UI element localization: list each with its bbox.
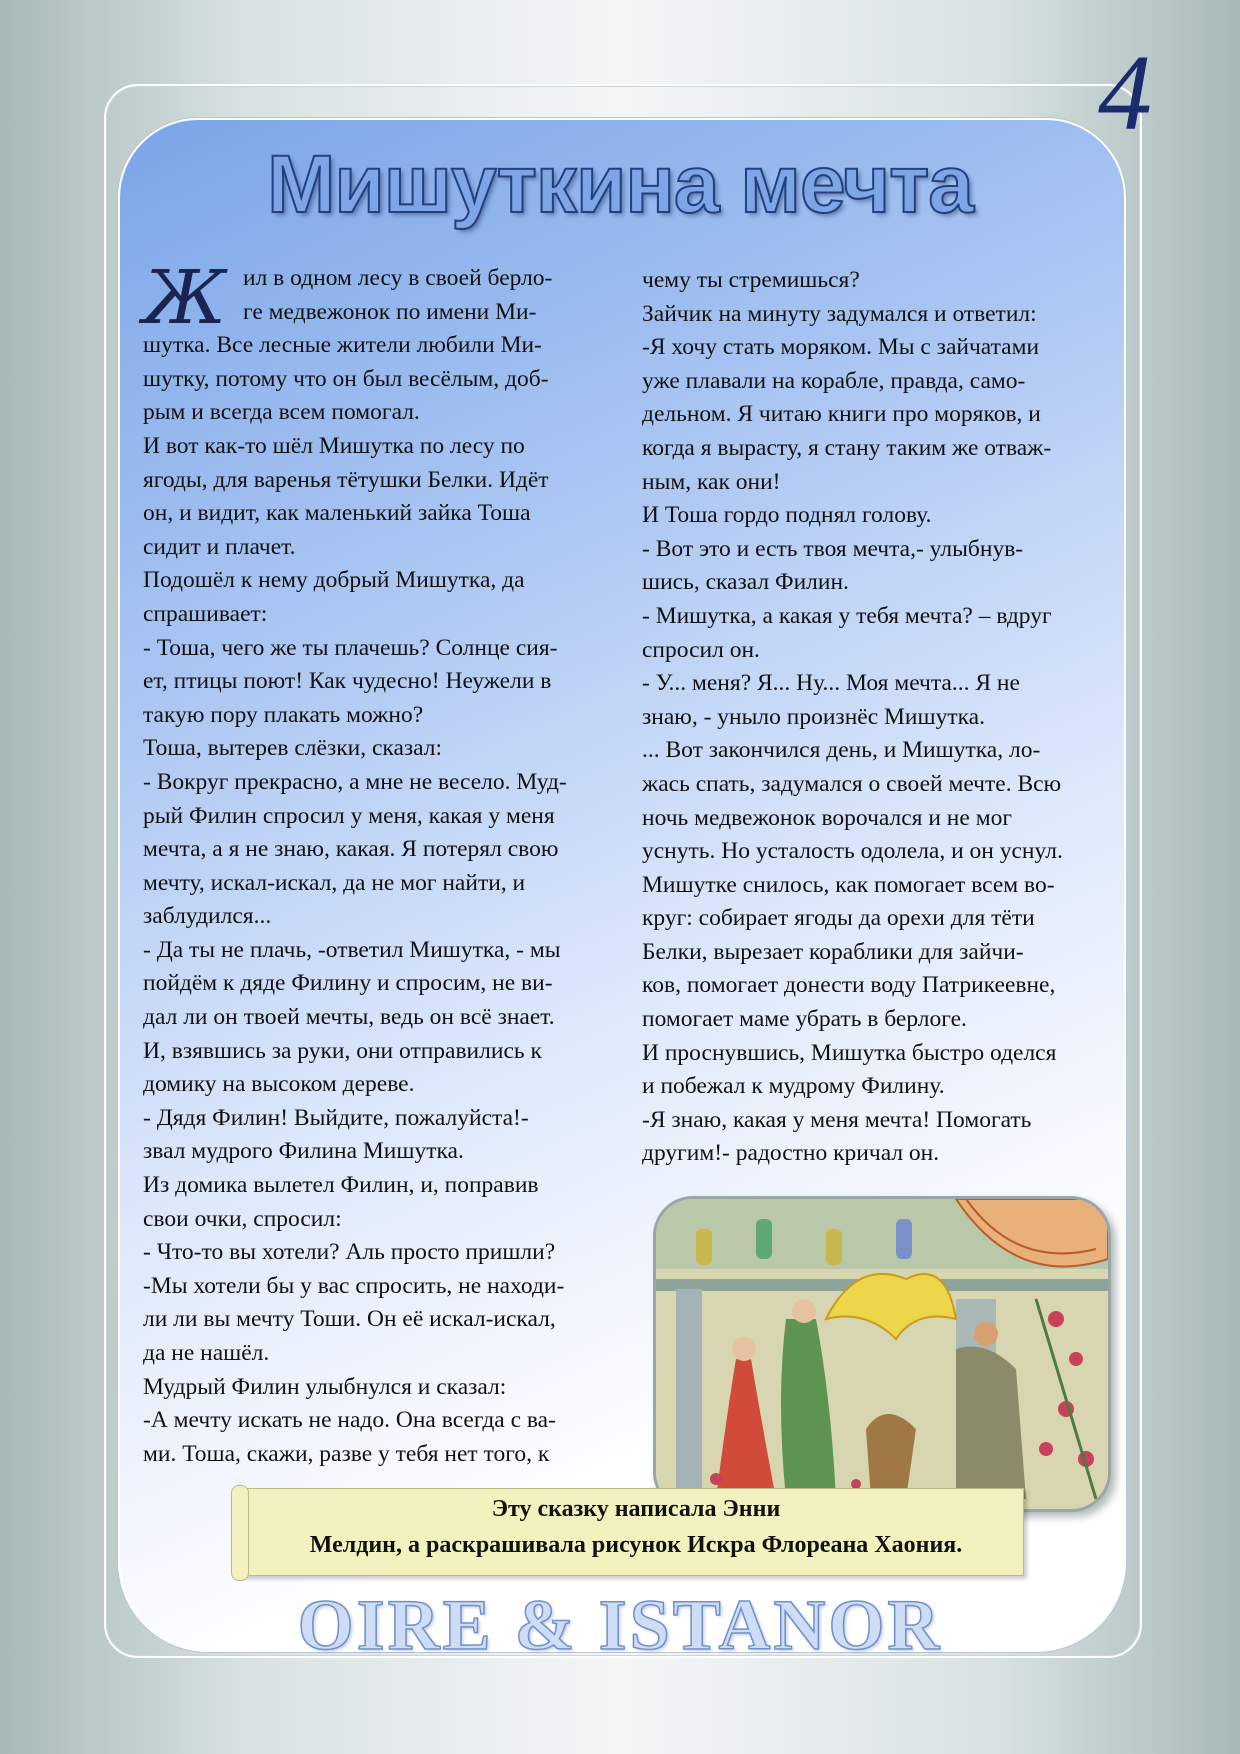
credit-text bbox=[259, 1491, 1013, 1563]
story-line: - Что-то вы хотели? Аль просто пришли? bbox=[143, 1239, 556, 1266]
story-line: - У... меня? Я... Ну... Моя мечта... Я не bbox=[642, 670, 1020, 697]
story-line: пойдём к дяде Филину и спросим, не ви- bbox=[143, 970, 553, 997]
story-line: дельном. Я читаю книги про моряков, и bbox=[642, 401, 1041, 428]
story-line: ков, помогает донести воду Патрикеевне, bbox=[642, 972, 1056, 999]
story-column-left bbox=[143, 255, 623, 1471]
story-line: Зайчик на минуту задумался и ответил: bbox=[642, 300, 1037, 327]
story-line: -А мечту искать не надо. Она всегда с ва- bbox=[143, 1407, 556, 1434]
story-line: ночь медвежонок ворочался и не мог bbox=[642, 804, 1012, 831]
story-line: - Вот это и есть твоя мечта,- улыбнув- bbox=[642, 535, 1024, 562]
story-line: чему ты стремишься? bbox=[642, 267, 860, 293]
story-line: И проснувшись, Мишутка быстро оделся bbox=[642, 1039, 1057, 1066]
story-line: свои очки, спросил: bbox=[143, 1205, 342, 1232]
story-line: ми. Тоша, скажи, разве у тебя нет того, к bbox=[143, 1440, 550, 1467]
story-line: -Мы хотели бы у вас спросить, не находи- bbox=[143, 1272, 565, 1299]
credit-scroll bbox=[238, 1488, 1024, 1576]
story-line: И Тоша гордо поднял голову. bbox=[642, 502, 932, 529]
story-line: Из домика вылетел Филин, и, поправив bbox=[143, 1172, 539, 1199]
story-line: шутку, потому что он был весёлым, доб- bbox=[143, 365, 549, 392]
story-line: круг: собирает ягоды да орехи для тёти bbox=[642, 905, 1035, 932]
story-line: такую пору плакать можно? bbox=[143, 701, 424, 728]
story-line: Подошёл к нему добрый Мишутка, да bbox=[143, 567, 525, 594]
story-line: шутка. Все лесные жители любили Ми- bbox=[143, 332, 542, 359]
story-line: да не нашёл. bbox=[143, 1340, 270, 1366]
illustration-drawing bbox=[656, 1199, 1108, 1509]
magazine-brand: OIRE & ISTANOR bbox=[297, 1585, 943, 1665]
story-line: Белки, вырезает кораблики для зайчи- bbox=[642, 938, 1024, 965]
story-line: звал мудрого Филина Мишутка. bbox=[143, 1138, 464, 1165]
story-line: домику на высоком дереве. bbox=[143, 1071, 415, 1098]
story-line: ... Вот закончился день, и Мишутка, ло- bbox=[642, 737, 1041, 764]
story-line: - Тоша, чего же ты плачешь? Солнце сия- bbox=[143, 634, 558, 661]
story-line: - Дядя Филин! Выйдите, пожалуйста!- bbox=[143, 1104, 529, 1131]
story-line: уснуть. Но усталость одолела, и он уснул. bbox=[642, 838, 1063, 865]
story-line: ил в одном лесу в своей берло- bbox=[243, 265, 553, 291]
story-line: помогает маме убрать в берлоге. bbox=[642, 1006, 967, 1033]
scroll-curl bbox=[231, 1485, 249, 1581]
story-illustration bbox=[653, 1196, 1111, 1512]
story-column-right bbox=[642, 264, 1120, 1171]
story-line: ге медвежонок по имени Ми- bbox=[243, 298, 537, 325]
story-line: мечту, искал-искал, да не мог найти, и bbox=[143, 869, 526, 896]
story-line: - Вокруг прекрасно, а мне не весело. Муд- bbox=[143, 768, 567, 795]
dropcap-letter: Ж bbox=[143, 255, 227, 341]
story-line: он, и видит, как маленький зайка Тоша bbox=[143, 500, 531, 527]
story-line: сидит и плачет. bbox=[143, 533, 296, 560]
story-line: другим!- радостно кричал он. bbox=[642, 1140, 940, 1167]
story-line: жась спать, задумался о своей мечте. Всю bbox=[642, 770, 1062, 797]
page-number: 4 bbox=[1098, 34, 1152, 153]
story-line: спрашивает: bbox=[143, 600, 268, 627]
story-line: -Я знаю, какая у меня мечта! Помогать bbox=[642, 1106, 1032, 1133]
story-line: - Мишутка, а какая у тебя мечта? – вдруг bbox=[642, 602, 1052, 629]
story-line: шись, сказал Филин. bbox=[642, 569, 849, 596]
story-title: Мишуткина мечта bbox=[267, 139, 973, 230]
story-line: заблудился... bbox=[143, 903, 272, 930]
credit-line-1: Эту сказку написала Энни bbox=[491, 1496, 781, 1522]
story-line: мечта, а я не знаю, какая. Я потерял свою bbox=[143, 836, 559, 863]
story-line: Мишутке снилось, как помогает всем во- bbox=[642, 871, 1055, 898]
story-line: дал ли он твоей мечты, ведь он всё знает. bbox=[143, 1004, 555, 1031]
story-line: рый Филин спросил у меня, какая у меня bbox=[143, 802, 555, 829]
story-line: - Да ты не плачь, -ответил Мишутка, - мы bbox=[143, 936, 561, 963]
story-line: И вот как-то шёл Мишутка по лесу по bbox=[143, 432, 525, 459]
story-line: когда я вырасту, я стану таким же отваж- bbox=[642, 434, 1052, 461]
story-line: уже плавали на корабле, правда, само- bbox=[642, 367, 1026, 394]
story-line: ет, птицы поют! Как чудесно! Неужели в bbox=[143, 668, 552, 695]
credit-line-2: Мелдин, а раскрашивала рисунок Искра Флореана Хаония. bbox=[309, 1532, 963, 1558]
story-line: Тоша, вытерев слёзки, сказал: bbox=[143, 735, 443, 762]
story-line: Мудрый Филин улыбнулся и сказал: bbox=[143, 1373, 507, 1400]
story-line: знаю, - уныло произнёс Мишутка. bbox=[642, 703, 985, 730]
story-line: ягоды, для варенья тётушки Белки. Идёт bbox=[143, 466, 549, 493]
story-line: и побежал к мудрому Филину. bbox=[642, 1073, 945, 1100]
story-line: И, взявшись за руки, они отправились к bbox=[143, 1037, 542, 1064]
story-line: ли ли вы мечту Тоши. Он её искал-искал, bbox=[143, 1306, 556, 1333]
story-line: спросил он. bbox=[642, 636, 760, 663]
story-line: ным, как они! bbox=[642, 468, 781, 495]
story-line: -Я хочу стать моряком. Мы с зайчатами bbox=[642, 334, 1040, 361]
story-line: рым и всегда всем помогал. bbox=[143, 399, 420, 426]
